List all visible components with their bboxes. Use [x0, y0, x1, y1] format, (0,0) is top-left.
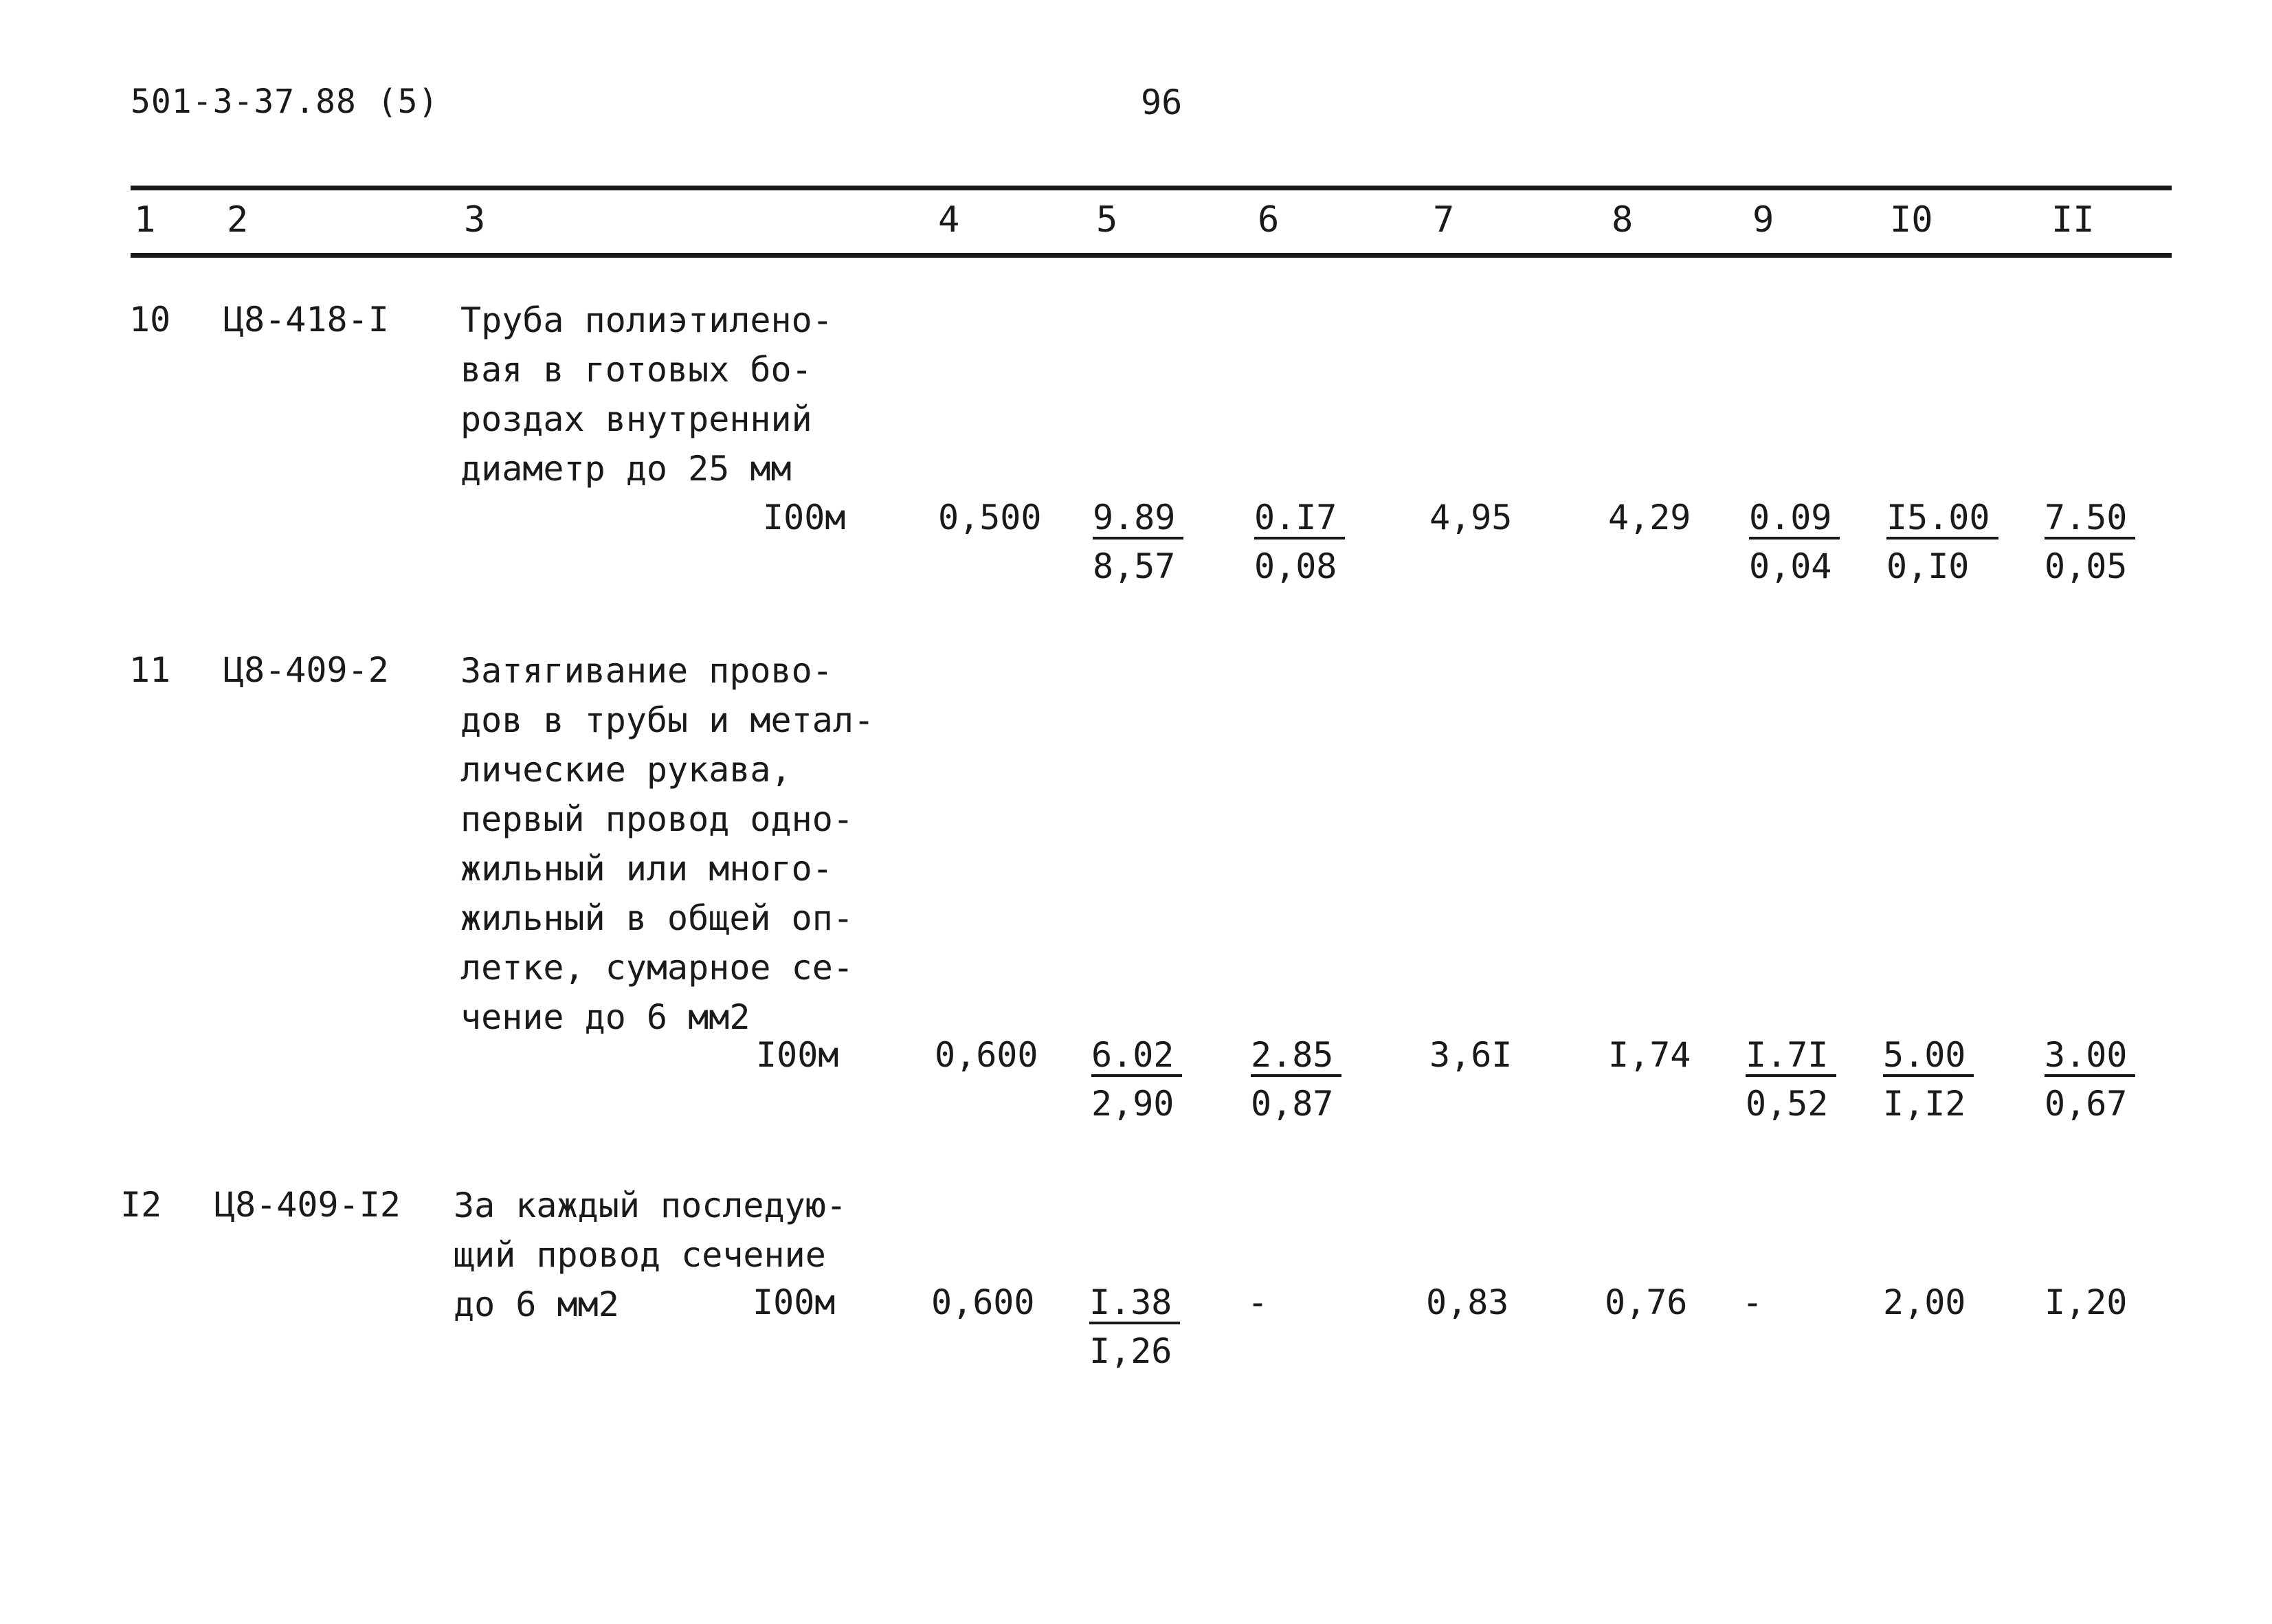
fraction-top: I.7I: [1746, 1036, 1836, 1077]
fraction-top: 2.85: [1251, 1036, 1341, 1077]
cell-col5: [1089, 1278, 1180, 1370]
column-header-11: II: [2051, 199, 2095, 241]
table-header-rule: [131, 253, 2172, 258]
fraction-top: 5.00: [1883, 1036, 1974, 1077]
item-code: Ц8-409-I2: [214, 1185, 401, 1225]
quantity: 0,600: [935, 1035, 1038, 1075]
fraction-bottom: I,26: [1089, 1331, 1172, 1371]
cell-col9: [1746, 1031, 1836, 1123]
fraction-bottom: 8,57: [1093, 546, 1176, 586]
cell-col9: -: [1742, 1282, 1763, 1322]
fraction-bottom: 0,87: [1251, 1084, 1334, 1124]
item-description: За каждый последую- щий провод сечение до 6 мм2: [454, 1186, 847, 1324]
column-header-1: 1: [134, 199, 156, 241]
column-header-3: 3: [464, 199, 486, 241]
unit: I00м: [763, 498, 846, 537]
row-number: 10: [129, 300, 171, 340]
column-header-2: 2: [227, 199, 249, 241]
row-number: I2: [120, 1185, 162, 1225]
cell-col6: [1254, 493, 1345, 586]
fraction-top: 3.00: [2045, 1036, 2135, 1077]
cell-col10: 2,00: [1883, 1282, 1966, 1322]
item-code: Ц8-409-2: [223, 650, 389, 690]
fraction-top: I.38: [1089, 1283, 1180, 1324]
column-header-10: I0: [1890, 199, 1933, 241]
column-header-6: 6: [1258, 199, 1280, 241]
cell-col5: [1091, 1031, 1182, 1123]
cell-col5: [1093, 493, 1183, 586]
fraction-top: I5.00: [1886, 498, 1998, 540]
cell-col11: [2045, 493, 2135, 586]
fraction-bottom: 0,I0: [1886, 546, 1970, 586]
fraction-top: 7.50: [2045, 498, 2135, 540]
cell-col11: I,20: [2045, 1282, 2128, 1322]
unit: I00м: [756, 1035, 839, 1075]
fraction-top: 0.09: [1749, 498, 1840, 540]
quantity: 0,500: [938, 498, 1042, 537]
cell-col10: [1886, 493, 1998, 586]
item-description: Затягивание прово- дов в трубы и метал- лические рукава, первый провод одно- жильный или много- жильный в общей оп- летке, сумарное се- чение до 6 мм2: [460, 651, 875, 1037]
unit: I00м: [753, 1282, 836, 1322]
cell-col8: 0,76: [1605, 1282, 1688, 1322]
document-code: 501-3-37.88 (5): [131, 82, 439, 121]
fraction-bottom: 0,05: [2045, 546, 2128, 586]
column-header-5: 5: [1096, 199, 1118, 241]
column-header-8: 8: [1612, 199, 1634, 241]
fraction-top: 9.89: [1093, 498, 1183, 540]
fraction-bottom: 0,04: [1749, 546, 1832, 586]
fraction-bottom: 0,52: [1746, 1084, 1829, 1124]
cell-col11: [2045, 1031, 2135, 1123]
row-number: 11: [129, 650, 171, 690]
cell-col7: 3,6I: [1429, 1035, 1513, 1075]
cell-col10: [1883, 1031, 1974, 1123]
item-description: Труба полиэтилено- вая в готовых бо- роздах внутренний диаметр до 25 мм: [460, 300, 833, 489]
item-code: Ц8-418-I: [223, 300, 389, 340]
cell-col6: [1251, 1031, 1341, 1123]
cell-col7: 4,95: [1429, 498, 1513, 537]
fraction-bottom: 2,90: [1091, 1084, 1174, 1124]
cell-col8: 4,29: [1608, 498, 1691, 537]
fraction-top: 6.02: [1091, 1036, 1182, 1077]
page-number: 96: [1141, 82, 1183, 122]
cell-col9: [1749, 493, 1840, 586]
cell-col7: 0,83: [1426, 1282, 1509, 1322]
column-header-9: 9: [1752, 199, 1774, 241]
table-top-rule: [131, 186, 2172, 190]
cell-col6: -: [1247, 1282, 1269, 1322]
cell-col8: I,74: [1608, 1035, 1691, 1075]
fraction-bottom: 0,08: [1254, 546, 1337, 586]
column-header-7: 7: [1433, 199, 1455, 241]
fraction-top: 0.I7: [1254, 498, 1345, 540]
fraction-bottom: 0,67: [2045, 1084, 2128, 1124]
fraction-bottom: I,I2: [1883, 1084, 1966, 1124]
quantity: 0,600: [931, 1282, 1035, 1322]
column-header-4: 4: [938, 199, 960, 241]
